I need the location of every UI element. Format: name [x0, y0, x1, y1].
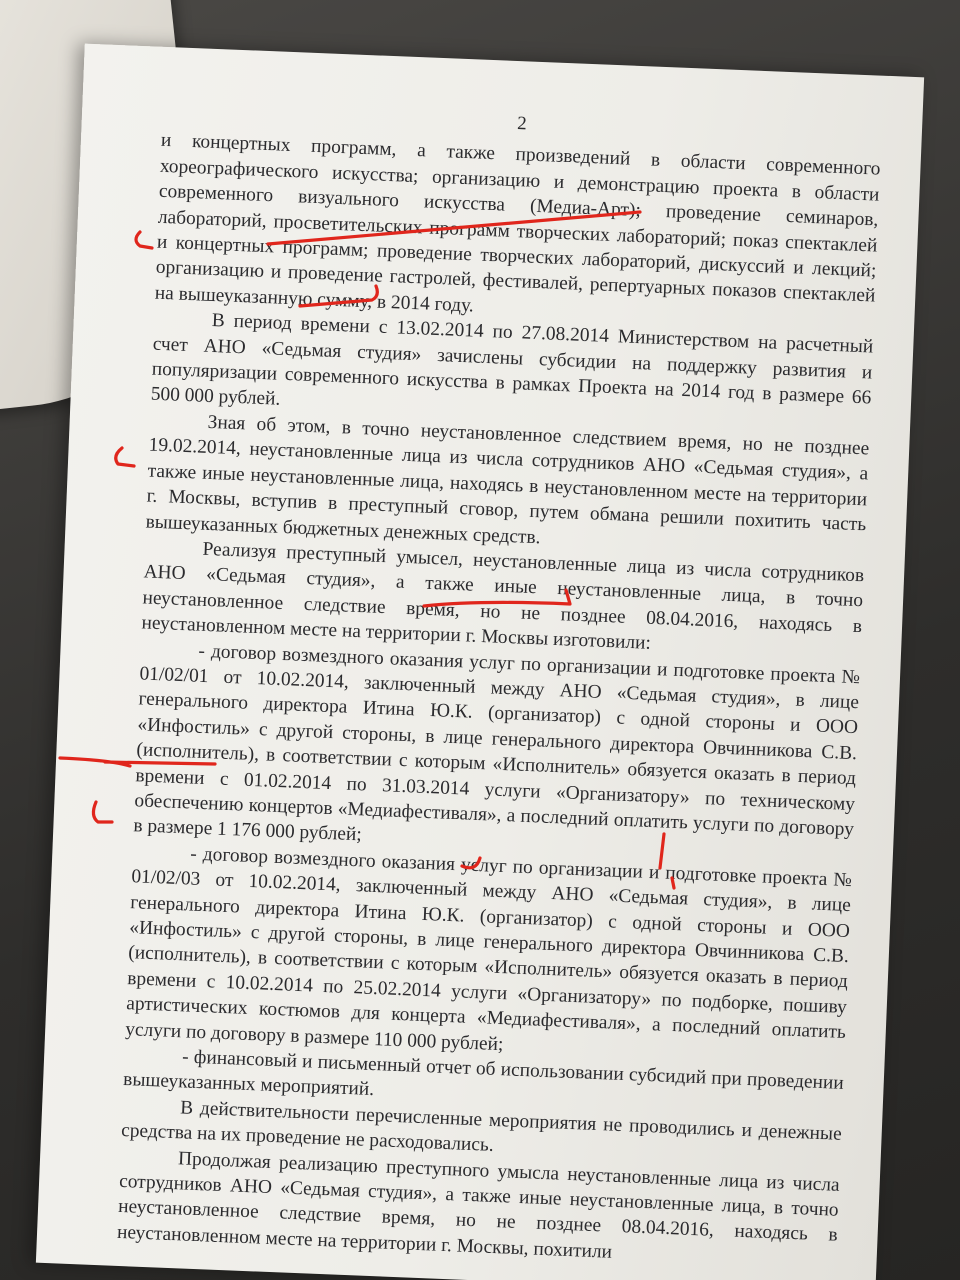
list-item-contract-1: - договор возмездного оказания услуг по организации и подготовке проекта № 01/02/01 от 10.02.2014, заключенный между АНО «Седьмая студия», в лице генерального директора Итина Ю.К. (организатор) с одной стороны и ООО «Инфостиль» с другой стороны, в лице генерального директора Овчинникова С.В. (исполнитель), в соответствии с которым «Исполнитель» обязуется оказать в период времени с 01.02.2014 по 31.03.2014 услуги «Организатору» по техническому обеспечению концертов «Медиафестиваля», а последний оплатить услуги по договору в размере 1 176 000 рублей; [133, 640, 861, 846]
paragraph-continuation: Продолжая реализацию преступного умысла неустановленные лица из числа сотрудников АНО «Седьмая студия», а также иные неустановленные лица, в точно неустановленное следствие время, но не позднее 08.04.2016, находясь в неустановленном месте на территории г. Москвы, похитили [116, 1147, 841, 1263]
list-item-contract-2: - договор возмездного оказания услуг по организации и подготовке проекта № 01/02/03 от 10.02.2014, заключенный между АНО «Седьмая студия», в лице генерального директора Итина Ю.К. (организатор) с одной стороны и ООО «Инфостиль» с другой стороны, в лице генерального директора Овчинникова С.В. (исполнитель), в соответствии с которым «Исполнитель» обязуется оказать в период времени с 10.02.2014 по 25.02.2014 услуги «Организатору» по подборке, пошиву артистических костюмов для концерта «Медиафестиваля», а последний оплатить услуги по договору в размере 110 000 рублей; [124, 843, 853, 1055]
document-page [36, 44, 924, 1280]
paragraph-conspiracy: Зная об этом, в точно неустановленное следствием время, но не позднее 19.02.2014, неустановленные лица из числа сотрудников АНО «Седьмая студия», а также иные неустановленные лица, находясь в неустановленном месте на территории г. Москвы, вступив в преступный сговор, путем обмана решили похитить часть вышеуказанных бюджетных денежных средств. [145, 411, 870, 548]
paragraph-subsidies: В период времени с 13.02.2014 по 27.08.2014 Министерством на расчетный счет АНО «Седьмая студия» зачислены субсидии на поддержку развития и популяризации современного искусства в рамках Проекта на 2014 год в размере 66 500 000 рублей. [150, 310, 874, 411]
paragraph-not-conducted: В действительности перечисленные мероприятия не проводились и денежные средства на их проведение не расходовались. [120, 1097, 843, 1157]
page-number: 2 [516, 113, 528, 135]
document-text [117, 97, 883, 1274]
list-item-report: - финансовый и письменный отчет об использовании субсидий при проведении вышеуказанных мероприятий. [122, 1046, 845, 1101]
paragraph-fabrication: Реализуя преступный умысел, неустановленные лица из числа сотрудников АНО «Седьмая студия», а также иные неустановленные лица, в точно неустановленное следствие время, но не позднее 08.04.2016, находясь в неустановленном месте на территории г. Москвы изготовили: [141, 538, 865, 654]
paragraph-activities: и концертных программ, а также произведений в области современного хореографического искусства; организацию и демонстрацию проекта в области современного визуального искусства (Медиа-Арт); проведение семинаров, лабораторий, просветительских программ творческих лабораторий; показ спектаклей и концертных программ; проведение творческих лабораторий, дискуссий и лекций; организацию и проведение гастролей, фестивалей, репертуарных показов спектаклей на вышеуказанную сумму, в 2014 году. [154, 130, 881, 317]
